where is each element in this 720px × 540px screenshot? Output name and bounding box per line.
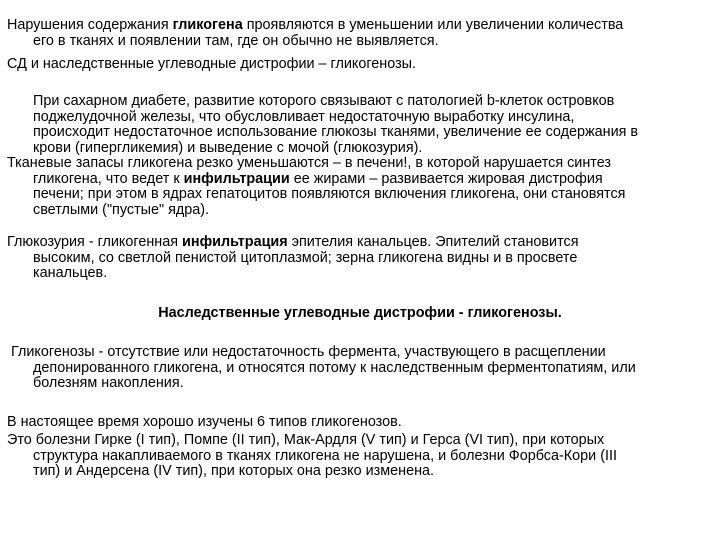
- text-line: Тканевые запасы гликогена резко уменьшаются – в печени!, в которой нарушается синтез: [7, 155, 612, 171]
- text-run: гликогена, что ведет к: [33, 170, 184, 187]
- text-run: Нарушения содержания: [7, 17, 173, 33]
- text-line: тип) и Андерсена (IV тип), при которых она резко изменена.: [33, 463, 435, 479]
- text-line: [7, 18, 712, 34]
- text-run: эпителия канальцев. Эпителий становится: [287, 234, 579, 250]
- paragraph-tissue-reserves: [7, 156, 712, 218]
- text-line: депонированного гликогена, и относятся потому к наследственным ферментопатиям, или: [33, 359, 636, 376]
- text-line: [7, 172, 712, 188]
- bold-term-infiltration: инфильтрация: [182, 234, 288, 250]
- paragraph-glycogenoses-definition: [7, 345, 712, 392]
- paragraph-sd-dystrophies: [7, 57, 712, 73]
- paragraph-glycogen-disorders: [7, 18, 712, 49]
- text-run: проявляются в уменьшении или увеличении количества: [242, 17, 624, 33]
- text-line: структура накапливаемого в тканях гликогена не нарушена, и болезни Форбса-Кори (III: [33, 447, 617, 464]
- text-line: При сахарном диабете, развитие которого связывают с патологией b-клеток островков: [33, 93, 615, 109]
- text-line: печени; при этом в ядрах гепатоцитов появляются включения гликогена, они становятся: [33, 186, 626, 202]
- text-line: Это болезни Гирке (I тип), Помпе (II тип), Мак-Ардля (V тип) и Герса (VI тип), при которых: [7, 432, 605, 448]
- bold-term-infiltration: инфильтрации: [183, 170, 290, 187]
- text-line: Гликогенозы - отсутствие или недостаточность фермента, участвующего в расщеплении: [11, 344, 606, 360]
- paragraph-six-types: [7, 415, 712, 431]
- paragraph-glucosuria: [7, 235, 712, 282]
- paragraph-diseases-list: [7, 433, 712, 480]
- text-line: болезням накопления.: [33, 375, 184, 391]
- text-run: ее жирами – развивается жировая дистрофия: [289, 170, 603, 187]
- paragraph-diabetes: [7, 94, 712, 156]
- text-line: СД и наследственные углеводные дистрофии – гликогенозы.: [7, 56, 417, 72]
- text-line: В настоящее время хорошо изучены 6 типов гликогенозов.: [7, 414, 402, 430]
- text-line: его в тканях и появлении там, где он обычно не выявляется.: [33, 32, 439, 49]
- text-line: светлыми ("пустые" ядра).: [33, 201, 210, 218]
- section-heading: Наследственные углеводные дистрофии - гликогенозы.: [158, 305, 562, 321]
- text-line: [7, 235, 712, 251]
- text-run: Глюкозурия - гликогенная: [7, 234, 183, 250]
- text-line: происходит недостаточное использование глюкозы тканями, увеличение ее содержания в: [33, 124, 639, 140]
- text-line: высоким, со светлой пенистой цитоплазмой; зерна гликогена видны и в просвете: [33, 249, 578, 266]
- text-line: поджелудочной железы, что обусловливает недостаточную выработку инсулина,: [33, 108, 575, 125]
- text-line: канальцев.: [33, 265, 108, 281]
- bold-term-glycogen: гликогена: [172, 17, 243, 33]
- text-line: крови (гипергликемия) и выведение с мочой (глюкозурия).: [33, 139, 423, 156]
